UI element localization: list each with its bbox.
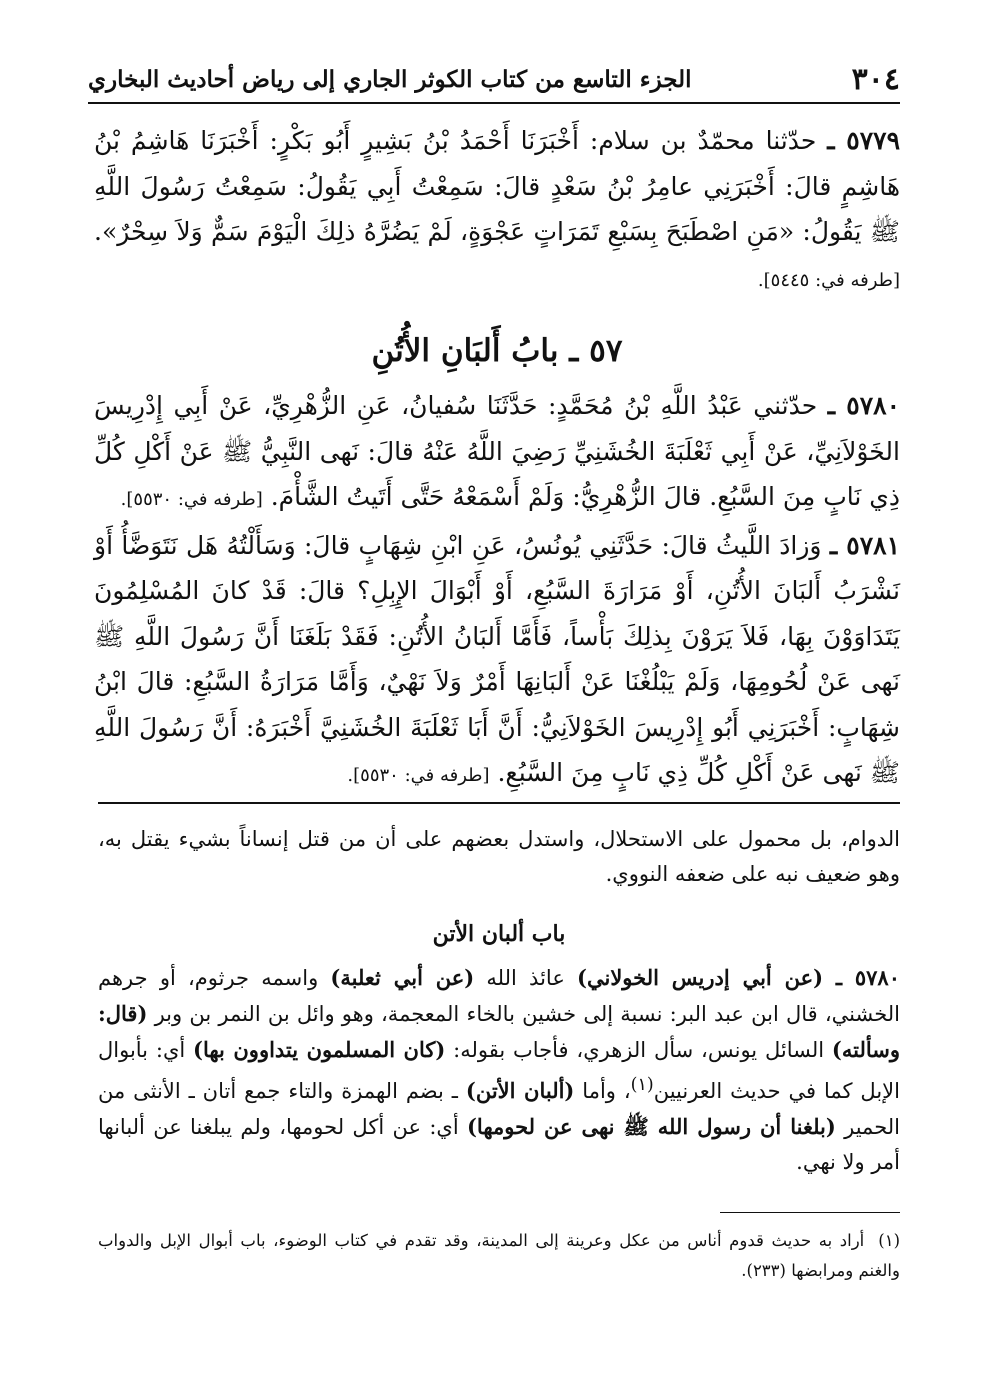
commentary-5780 — [98, 960, 900, 1180]
commentary-number: ٥٧٨٠ ـ — [835, 965, 900, 990]
cross-reference: [طرفه في: ٥٤٤٥]. — [757, 269, 900, 291]
hadith-text: حدّثنا محمّدٌ بن سلام: أَخْبَرَنَا أَحْمَدُ بْنُ بَشِيرٍ أَبُو بَكْرٍ: أَخْبَرَنَا هَاشِمُ بْنُ هَاشِمٍ قالَ: أَخْبَرَنِي عامِرُ بْنُ سَعْدٍ قالَ: سَمِعْتُ أَبِي يَقُولُ: سَمِعْتُ رَسُولَ اللَّهِ ﷺ يَقُولُ: «مَنِ اصْطَبَحَ بِسَبْعِ تَمَرَاتٍ عَجْوَةٍ، لَمْ يَضُرَّهُ ذلِكَ الْيَوْمَ سَمٌّ وَلاَ سِحْرٌ». — [94, 126, 900, 246]
main-text — [94, 118, 900, 799]
commentary-text: ، وأما — [574, 1079, 631, 1103]
quoted-phrase: (كان المسلمون يتداوون بها) — [193, 1037, 446, 1062]
footnote-number: (١) — [878, 1231, 900, 1250]
commentary-chapter-title: باب ألبان الأتن — [432, 921, 566, 947]
commentary-text: السائل يونس، سأل الزهري، فأجاب بقوله: — [445, 1038, 832, 1062]
hadith-5781 — [94, 523, 900, 799]
quoted-phrase: (عن أبي إدريس الخولاني) — [577, 965, 836, 990]
commentary-divider — [98, 802, 900, 804]
commentary-intro: الدوام، بل محمول على الاستحلال، واستدل بعضهم على أن من قتل إنساناً بشيء يقتل به، وهو ضعيف نبه على ضعفه النووي. — [98, 827, 900, 886]
commentary-text: أي: عن أكل لحومها، ولم يبلغنا عن ألبانها أمر ولا نهي. — [98, 1115, 900, 1174]
page-header — [88, 56, 900, 104]
commentary-text: واسمه جرثوم، أو جرهم الخشني، قال ابن عبد البر: نسبة إلى خشين بالخاء المعجمة، وهو وائل بن النمر بن وبر — [98, 966, 900, 1026]
quoted-phrase: (قال: وسألته) — [98, 1001, 900, 1062]
hadith-number: ٥٧٨١ ـ — [829, 530, 900, 560]
hadith-text: حدّثني عَبْدُ اللَّهِ بْنُ مُحَمَّدٍ: حَدَّثَنَا سُفيانُ، عَنِ الزُّهْرِيِّ، عَنْ أَبِي إِدْرِيسَ الخَوْلاَنِيِّ، عَنْ أَبِي ثَعْلَبَةَ الخُشَنِيِّ رَضِيَ اللَّهُ عَنْهُ قالَ: نَهى النَّبِيُّ ﷺ عَنْ أَكْلِ كُلِّ ذِي نَابٍ مِنَ السَّبُعِ. قالَ الزُّهْرِيُّ: وَلَمْ أَسْمَعْهُ حَتَّى أَتَيتُ الشَّأْمَ. — [94, 391, 900, 511]
commentary-text: عائذ الله — [474, 966, 578, 990]
quoted-phrase: (عن أبي ثعلبة) — [330, 965, 475, 990]
hadith-number: ٥٧٧٩ ـ — [827, 126, 900, 155]
commentary — [98, 822, 900, 1180]
page-number: ٣٠٤ — [851, 61, 900, 97]
running-title: الجزء التاسع من كتاب الكوثر الجاري إلى رياض أحاديث البخاري — [88, 65, 692, 93]
quoted-phrase: (بلغنا أن رسول الله ﷺ نهى عن لحومها) — [467, 1114, 836, 1139]
footnote — [98, 1226, 900, 1286]
hadith-text: وَزادَ اللَّيثُ قالَ: حَدَّثَنِي يُونُسُ، عَنِ ابْنِ شِهَابٍ قالَ: وَسَأَلْتُهُ هَل نَتَوَضَّأُ أَوْ نَشْرَبُ أَلبَانَ الأُتُنِ، أَوْ مَرَارَةَ السَّبُعِ، أَوْ أَبْوَالَ الإِبِلِ؟ قالَ: قَدْ كانَ المُسْلِمُونَ يَتَدَاوَوْنَ بِهَا، فَلاَ يَرَوْنَ بِذلِكَ بَأْساً، فَأَمَّا أَلبَانُ الأُتُنِ: فَقَدْ بَلَغَنَا أَنَّ رَسُولَ اللَّهِ ﷺ نَهى عَنْ لُحُومِهَا، وَلَمْ يَبْلُغْنَا عَنْ أَلبَانِهَا أَمْرٌ وَلاَ نَهْيٌ، وَأَمَّا مَرَارَةُ السَّبُعِ: قالَ ابْنُ شِهَابٍ: أَخْبَرَنِي أَبُو إِدْرِيسَ الخَوْلاَنِيُّ: أَنَّ أَبَا ثَعْلَبَةَ الخُشَنِيَّ أَخْبَرَهُ: أَنَّ رَسُولَ اللَّهِ ﷺ نَهى عَنْ أَكْلِ كُلِّ ذِي نَابٍ مِنَ السَّبُعِ. — [94, 530, 900, 787]
quoted-phrase: (ألبان الأتن) — [465, 1078, 575, 1103]
chapter-title: ٥٧ ـ بابُ أَلبَانِ الأُتُنِ — [371, 333, 623, 369]
footnote-text: أراد به حديث قدوم أناس من عكل وعرينة إلى المدينة، وقد تقدم في كتاب الوضوء، باب أبوال الإبل والدواب والغنم ومرابضها (٢٣٣). — [98, 1231, 900, 1280]
footnote-divider — [720, 1212, 900, 1213]
commentary-text: أي: بأبوال الإبل كما في حديث العرنيين — [98, 1038, 900, 1103]
cross-reference: [طرفه في: ٥٥٣٠]. — [120, 489, 263, 510]
hadith-5780 — [94, 383, 900, 523]
commentary-text: ـ بضم الهمزة والتاء جمع أتان ـ الأنثى من الحمير — [98, 1079, 900, 1139]
hadith-5779 — [94, 118, 900, 303]
cross-reference: [طرفه في: ٥٥٣٠]. — [347, 765, 490, 786]
hadith-number: ٥٧٨٠ ـ — [827, 391, 901, 420]
footnote-marker: (١) — [630, 1075, 654, 1095]
